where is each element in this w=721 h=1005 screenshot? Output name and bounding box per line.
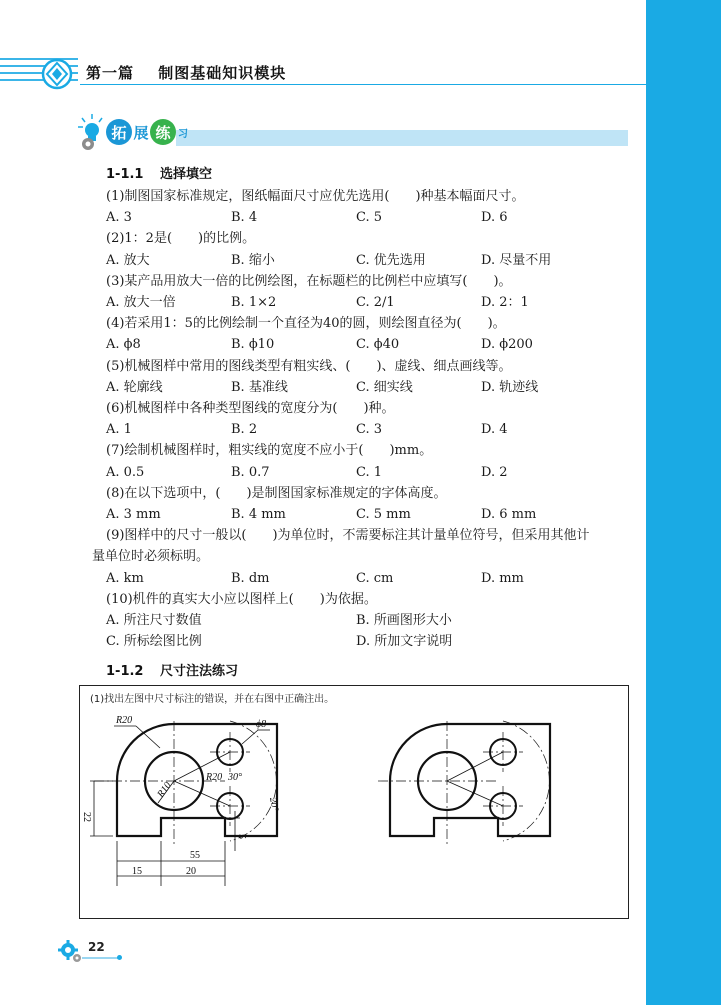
- section2-label: 尺寸注法练习: [160, 664, 239, 679]
- options-6: [106, 419, 628, 440]
- badge-tuo: 拓: [106, 119, 132, 145]
- dim-r20-top: R20: [116, 715, 133, 726]
- option-c: C. 1: [356, 464, 383, 480]
- option-a: A. 3: [106, 210, 132, 226]
- options-2: [106, 250, 628, 271]
- header-title: [86, 62, 286, 83]
- option-a: A. 放大: [106, 252, 150, 268]
- dim-15: 15: [132, 866, 142, 877]
- right-drawing: [378, 721, 550, 846]
- badge-lian: 练: [150, 119, 176, 145]
- option-a: A. 0.5: [106, 464, 145, 480]
- option-b: B. ϕ10: [231, 337, 275, 353]
- dim-r10: R10: [155, 780, 174, 800]
- question-9-continued: 量单位时必须标明。: [92, 549, 210, 565]
- option-b: B. 4: [231, 210, 258, 226]
- option-b: B. dm: [231, 570, 270, 586]
- option-d: D. 轨迹线: [481, 379, 539, 395]
- option-c: C. 优先选用: [356, 252, 426, 268]
- dim-22: 22: [81, 812, 92, 822]
- option-b: B. 1×2: [231, 295, 277, 311]
- option-a: A. 轮廓线: [106, 379, 163, 395]
- page-number-rule: [82, 957, 118, 959]
- left-drawing: [90, 721, 277, 886]
- dim-r20-mid: R20: [206, 772, 223, 783]
- option-d: D. 6: [481, 210, 508, 226]
- question-4: (4)若采用1：5的比例绘制一个直径为40的圆，则绘图直径为( )。: [106, 316, 506, 332]
- option-c: C. 所标绘图比例: [106, 634, 202, 650]
- options-5: [106, 377, 628, 398]
- dim-55: 55: [190, 850, 200, 861]
- option-b: B. 0.7: [231, 464, 270, 480]
- option-d: D. 4: [481, 422, 508, 438]
- header-part: 第一篇: [86, 64, 135, 82]
- header-divider: [80, 84, 646, 85]
- figure-caption: (1)找出左图中尺寸标注的错误，并在右图中正确注出。: [90, 694, 335, 705]
- options-4: [106, 334, 628, 355]
- dim-20deg: 20°: [267, 796, 281, 813]
- option-b: B. 所画图形大小: [356, 613, 452, 629]
- banner-bar: [176, 130, 628, 146]
- section1-number: 1-1.1: [106, 167, 144, 182]
- section2-title: [106, 660, 238, 679]
- options-8: [106, 504, 628, 525]
- badge-zhan: 展: [133, 123, 149, 142]
- options-7: [106, 462, 628, 483]
- question-10: (10)机件的真实大小应以图样上( )为依据。: [106, 591, 377, 607]
- question-6: (6)机械图样中各种类型图线的宽度分为( )种。: [106, 401, 395, 417]
- option-c: C. 5 mm: [356, 507, 411, 523]
- header-module-title: 制图基础知识模块: [158, 64, 287, 82]
- options-9: [106, 568, 628, 589]
- question-1: (1)制图国家标准规定，图纸幅面尺寸应优先选用( )种基本幅面尺寸。: [106, 189, 525, 204]
- question-5: (5)机械图样中常用的图线类型有粗实线、( )、虚线、细点画线等。: [106, 358, 512, 374]
- dim-30deg: 30°: [228, 772, 242, 783]
- option-d: D. 尽量不用: [481, 252, 552, 268]
- banner-badges: [106, 118, 188, 146]
- option-c: C. 3: [356, 422, 383, 438]
- option-c: C. ϕ40: [356, 337, 400, 353]
- option-c: C. cm: [356, 570, 394, 586]
- question-list: [92, 186, 628, 652]
- question-7: (7)绘制机械图样时，粗实线的宽度不应小于( )mm。: [106, 443, 433, 459]
- option-c: C. 5: [356, 210, 383, 226]
- option-a: A. ϕ8: [106, 337, 141, 353]
- option-d: D. 2: [481, 464, 508, 480]
- side-color-band: [646, 0, 721, 1005]
- option-a: A. 所注尺寸数值: [106, 613, 202, 629]
- option-b: B. 2: [231, 422, 258, 438]
- section2-number: 1-1.2: [106, 664, 144, 679]
- option-a: A. 1: [106, 422, 132, 438]
- options-10-row2: [106, 631, 628, 652]
- question-2: (2)1：2是( )的比例。: [106, 231, 256, 247]
- options-3: [106, 292, 628, 313]
- question-3: (3)某产品用放大一倍的比例绘图，在标题栏的比例栏中应填写( )。: [106, 273, 512, 289]
- dim-5: 5: [236, 834, 247, 839]
- page-number: 22: [88, 940, 105, 954]
- option-b: B. 4 mm: [231, 507, 286, 523]
- option-d: D. 6 mm: [481, 507, 537, 523]
- gear-logo-icon: [40, 57, 74, 91]
- page-gear-icon: [56, 936, 86, 966]
- section-banner: [78, 112, 628, 152]
- option-a: A. 放大一倍: [106, 295, 176, 311]
- option-d: D. 所加文字说明: [356, 634, 453, 650]
- option-c: C. 细实线: [356, 379, 413, 395]
- option-a: A. 3 mm: [106, 507, 161, 523]
- question-8: (8)在以下选项中，( )是制图国家标准规定的字体高度。: [106, 485, 447, 501]
- option-d: D. 2：1: [481, 295, 529, 311]
- option-d: D. mm: [481, 570, 524, 586]
- dim-20: 20: [186, 866, 196, 877]
- options-1: [106, 207, 628, 228]
- option-b: B. 基准线: [231, 379, 288, 395]
- technical-drawings: [80, 686, 628, 918]
- dim-phi8: ϕ8: [256, 719, 267, 730]
- option-d: D. ϕ200: [481, 337, 533, 353]
- question-9: (9)图样中的尺寸一般以( )为单位时，不需要标注其计量单位符号，但采用其他计: [106, 528, 590, 544]
- section1-title: [106, 163, 212, 182]
- options-10-row1: [106, 610, 628, 631]
- option-a: A. km: [106, 570, 144, 586]
- option-b: B. 缩小: [231, 252, 275, 268]
- page-number-dot: [117, 955, 122, 960]
- drawing-exercise-box: [79, 685, 629, 919]
- option-c: C. 2/1: [356, 295, 395, 311]
- section1-label: 选择填空: [160, 167, 213, 182]
- badge-xi: 习: [178, 128, 188, 140]
